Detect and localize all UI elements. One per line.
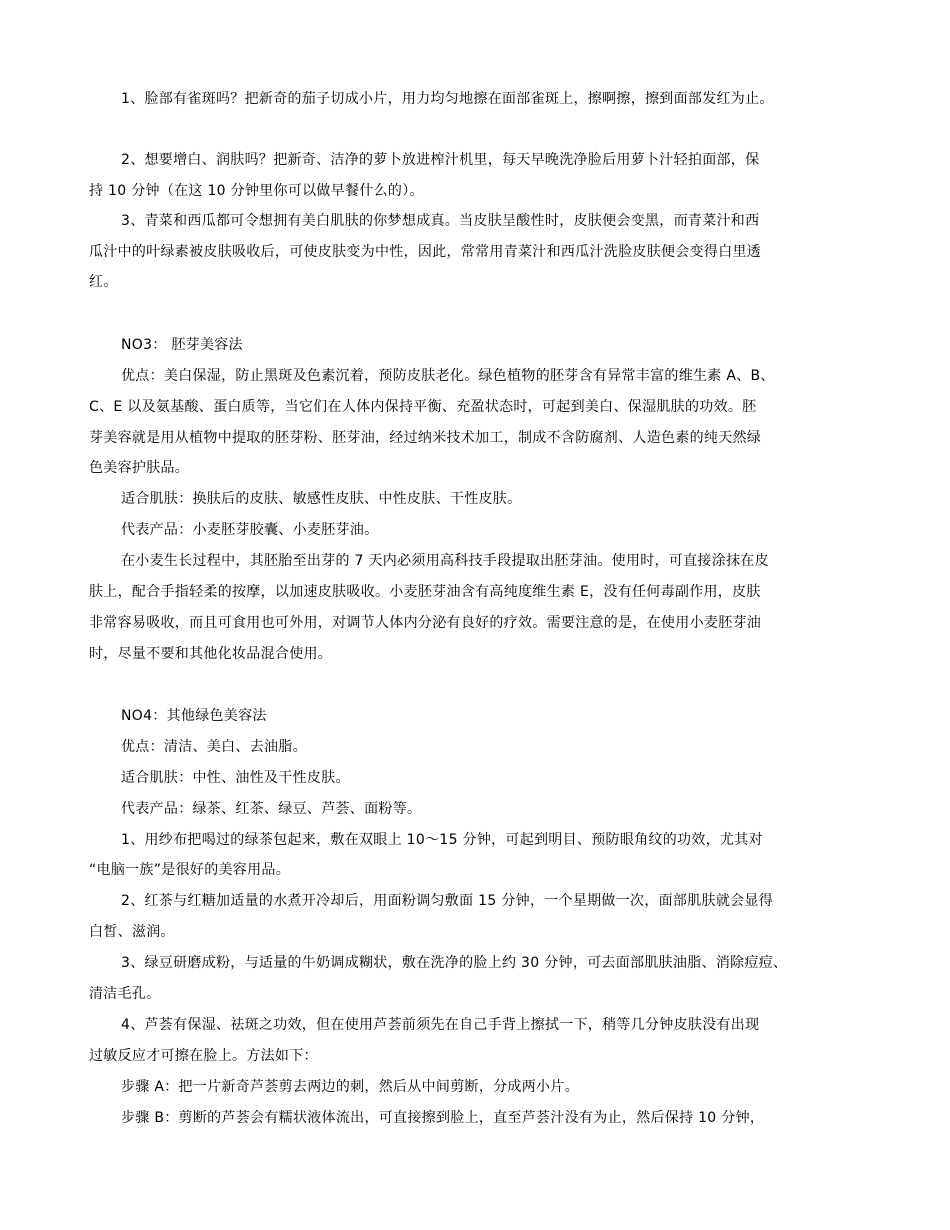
text-line: 代表产品：小麦胚芽胶囊、小麦胚芽油。 — [121, 522, 379, 538]
text-line: 在小麦生长过程中，其胚胎至出芽的 7 天内必须用高科技手段提取出胚芽油。使用时，可直接涂抹在皮 — [121, 553, 769, 569]
text-line: 代表产品：绿茶、红茶、绿豆、芦荟、面粉等。 — [121, 801, 422, 817]
text-line: 1、用纱布把喝过的绿茶包起来，敷在双眼上 10～15 分钟，可起到明目、预防眼角纹的功效，尤其对 — [121, 832, 763, 848]
text-line: 3、绿豆研磨成粉，与适量的牛奶调成糊状，敷在洗净的脸上约 30 分钟，可去面部肌肤油脂、消除痘痘、 — [121, 955, 788, 971]
text-line: 肤上，配合手指轻柔的按摩，以加速皮肤吸收。小麦胚芽油含有高纯度维生素 E，没有任何毒副作用，皮肤 — [89, 584, 761, 600]
text-line: 时，尽量不要和其他化妆品混合使用。 — [89, 646, 333, 662]
text-line: C、E 以及氨基酸、蛋白质等，当它们在人体内保持平衡、充盈状态时，可起到美白、保湿肌肤的功效。胚 — [89, 399, 757, 415]
text-line: 非常容易吸收，而且可食用也可外用，对调节人体内分泌有良好的疗效。需要注意的是，在使用小麦胚芽油 — [89, 615, 762, 631]
text-line: 色美容护肤品。 — [89, 460, 190, 476]
text-line: 步骤 B：剪断的芦荟会有糯状液体流出，可直接擦到脸上，直至芦荟汁没有为止，然后保持 10 分钟， — [121, 1110, 765, 1126]
text-line: 优点：清洁、美白、去油脂。 — [121, 739, 307, 755]
section-heading: NO3： 胚芽美容法 — [121, 337, 243, 353]
text-line: 适合肌肤：中性、油性及干性皮肤。 — [121, 770, 350, 786]
text-line: 瓜汁中的叶绿素被皮肤吸收后，可使皮肤变为中性，因此，常常用青菜汁和西瓜汁洗脸皮肤便会变得白里透 — [89, 244, 762, 260]
text-line: 白皙、滋润。 — [89, 924, 175, 940]
text-line: 步骤 A：把一片新奇芦荟剪去两边的刺，然后从中间剪断，分成两小片。 — [121, 1079, 579, 1095]
text-line: “电脑一族”是很好的美容用品。 — [89, 862, 291, 878]
text-line: 1、脸部有雀斑吗？把新奇的茄子切成小片，用力均匀地擦在面部雀斑上，擦啊擦，擦到面部发红为止。 — [121, 91, 774, 107]
section-heading: NO4：其他绿色美容法 — [121, 708, 267, 724]
text-line: 适合肌肤：换肤后的皮肤、敏感性皮肤、中性皮肤、干性皮肤。 — [121, 491, 522, 507]
text-line: 红。 — [89, 274, 118, 290]
text-line: 清洁毛孔。 — [89, 986, 161, 1002]
text-line: 4、芦荟有保湿、祛斑之功效，但在使用芦荟前须先在自己手背上擦拭一下，稍等几分钟皮肤没有出现 — [121, 1017, 760, 1033]
text-line: 2、想要增白、润肤吗？把新奇、洁净的萝卜放进榨汁机里，每天早晚洗净脸后用萝卜汁轻拍面部，保 — [121, 152, 760, 168]
text-line: 持 10 分钟（在这 10 分钟里你可以做早餐什么的）。 — [89, 183, 424, 199]
text-line: 芽美容就是用从植物中提取的胚芽粉、胚芽油，经过纳米技术加工，制成不含防腐剂、人造色素的纯天然绿 — [89, 430, 762, 446]
text-line: 2、红茶与红糖加适量的水煮开冷却后，用面粉调匀敷面 15 分钟，一个星期做一次，面部肌肤就会显得 — [121, 893, 774, 909]
text-line: 3、青菜和西瓜都可令想拥有美白肌肤的你梦想成真。当皮肤呈酸性时，皮肤便会变黑，而青菜汁和西 — [121, 213, 760, 229]
text-line: 优点：美白保湿，防止黑斑及色素沉着，预防皮肤老化。绿色植物的胚芽含有异常丰富的维生素 A、B、 — [121, 368, 775, 384]
text-line: 过敏反应才可擦在脸上。方法如下： — [89, 1048, 318, 1064]
